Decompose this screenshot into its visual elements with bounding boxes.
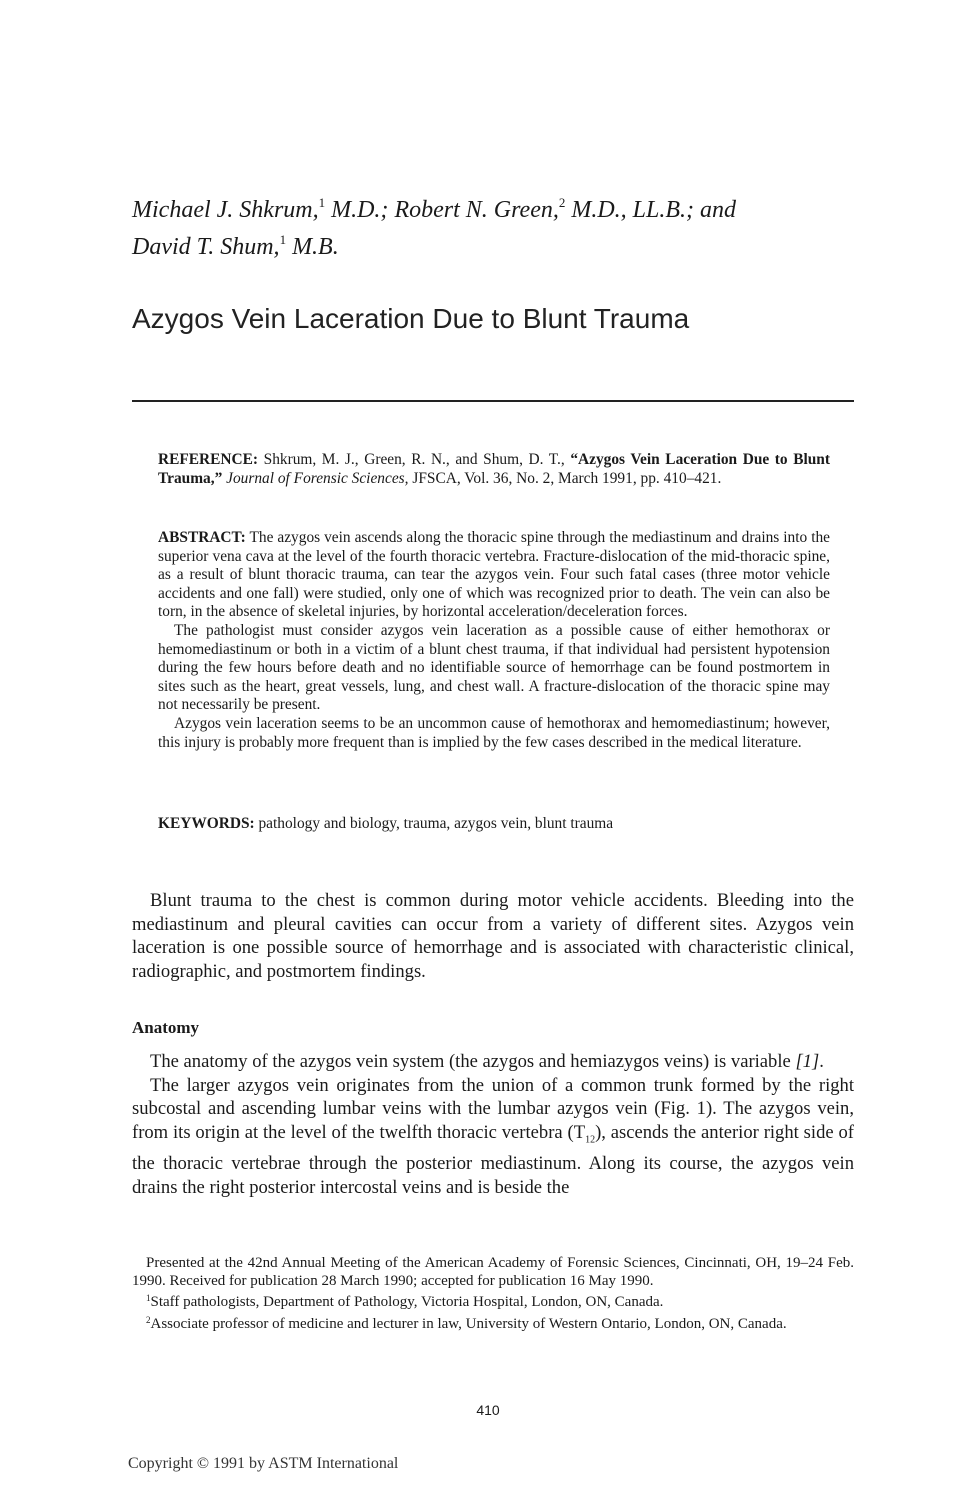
body-paragraph: Blunt trauma to the chest is common during motor vehicle accidents. Bleeding into the mediastinum and pleural cavities can occur from a variety of different sites. Azygos vein laceration is one possible source of hemorrhage and is associated with characteristic clinical, radiographic, and postmortem findings. — [132, 890, 854, 982]
author-list — [132, 188, 860, 262]
reference-journal: Journal of Forensic Sciences, — [222, 469, 409, 487]
body-text: The anatomy of the azygos vein system (the azygos and hemiazygos veins) is variable — [150, 1051, 796, 1072]
footnote — [132, 1290, 854, 1312]
author-name: Robert N. Green, — [394, 197, 559, 223]
citation-ref: [1] — [795, 1051, 820, 1072]
author-name: Michael J. Shkrum, — [132, 197, 319, 223]
subscript: 12 — [585, 1134, 596, 1146]
body-text: ), ascends the anterior right side of the thoracic vertebrae through the posterior mediastinum. Along its course, the azygos vein drains the right posterior intercostal veins and is beside the — [132, 1121, 854, 1198]
abstract-paragraph: Azygos vein laceration seems to be an uncommon cause of hemothorax and hemomediastinum; however, this injury is probably more frequent than is implied by the few cases described in the medical literature. — [158, 714, 830, 751]
footnote-text: Associate professor of medicine and lecturer in law, University of Western Ontario, London, ON, Canada. — [150, 1315, 787, 1332]
page-number: 410 — [476, 1402, 500, 1418]
reference-citation: JFSCA, Vol. 36, No. 2, March 1991, pp. 410–421. — [408, 469, 722, 487]
abstract-label: ABSTRACT: — [158, 529, 246, 546]
author-name: David T. Shum, — [132, 234, 280, 260]
keywords-block — [158, 815, 830, 834]
article-title: Azygos Vein Laceration Due to Blunt Trauma — [132, 303, 690, 334]
body-text: . — [819, 1051, 824, 1072]
reference-authors: Shkrum, M. J., Green, R. N., and Shum, D. T., — [258, 451, 571, 468]
affiliation-mark: 2 — [558, 195, 566, 210]
abstract-paragraph: The azygos vein ascends along the thoracic spine through the mediastinum and drains into the superior vena cava at the level of the fourth thoracic vertebra. Fracture-dislocation of the mid-thoracic spine, as a result of blunt thoracic trauma, can tear the azygos vein. Four such fatal cases (three motor vehicle accidents and one fall) were studied, only one of which was recognized prior to death. The vein can also be torn, in the absence of skeletal injuries, by horizontal acceleration/deceleration forces. — [158, 529, 830, 621]
footnote — [132, 1312, 854, 1334]
affiliation-mark: 1 — [279, 232, 287, 247]
body-paragraph — [132, 1050, 854, 1074]
affiliation-mark: 1 — [318, 195, 326, 210]
abstract-paragraph: The pathologist must consider azygos vein laceration as a possible cause of either hemothorax or hemomediastinum or both in a victim of a blunt chest trauma, if that individual had persistent hypotension during the few hours before death and no identifiable source of hemorrhage can be found postmortem in sites such as the heart, great vessels, lung, and chest wall. A fracture-dislocation of the thoracic spine may not necessarily be present. — [158, 621, 830, 714]
intro-section — [132, 889, 854, 983]
footnote-mark: 2 — [146, 1314, 151, 1325]
reference-label: REFERENCE: — [158, 451, 259, 468]
footnotes — [132, 1255, 854, 1333]
title-divider — [132, 400, 854, 402]
author-degree: M.D.; — [325, 197, 395, 223]
author-degree: M.B. — [286, 234, 339, 260]
copyright-notice: Copyright © 1991 by ASTM International — [128, 1455, 399, 1472]
author-degree: M.D., LL.B.; and — [565, 197, 737, 223]
section-heading: Anatomy — [132, 1018, 200, 1037]
abstract-block — [158, 529, 830, 752]
body-text: The larger azygos vein originates from the union of a common trunk formed by the right subcostal and ascending lumbar veins with the lumbar azygos vein (Fig. 1). The azygos vein, from its origin at the level of the twelfth thoracic vertebra (T — [132, 1074, 854, 1143]
footnote-mark: 1 — [146, 1293, 151, 1304]
reference-block — [158, 451, 830, 488]
keywords-label: KEYWORDS: — [158, 815, 255, 832]
footnote-text: Staff pathologists, Department of Pathology, Victoria Hospital, London, ON, Canada. — [150, 1294, 664, 1311]
reference-article-title: “Azygos Vein Laceration Due to Blunt Trauma,” — [158, 451, 830, 487]
keywords-text: pathology and biology, trauma, azygos vein, blunt trauma — [254, 815, 614, 832]
anatomy-section — [132, 1050, 854, 1199]
footnote: Presented at the 42nd Annual Meeting of the American Academy of Forensic Sciences, Cincinnati, OH, 19–24 Feb. 1990. Received for publication 28 March 1990; accepted for publication 16 May 1990. — [132, 1255, 854, 1289]
body-paragraph — [132, 1074, 854, 1200]
